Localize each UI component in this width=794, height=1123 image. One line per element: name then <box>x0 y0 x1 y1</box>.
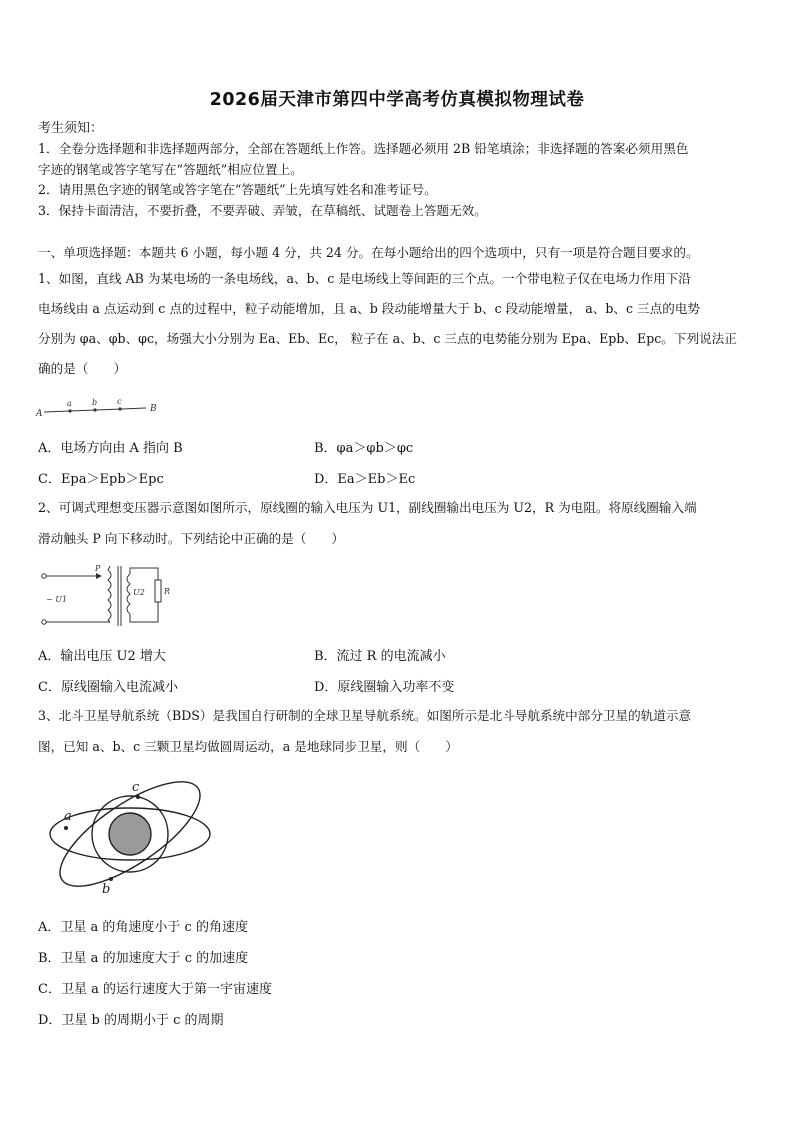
q2-transformer-figure <box>38 560 172 632</box>
q1-option-a[interactable]: A．电场方向由 A 指向 B <box>38 441 183 456</box>
label-U1: ~ U1 <box>46 595 68 604</box>
q2-option-a[interactable]: A．输出电压 U2 增大 <box>38 649 166 664</box>
q3-stem-line: 图，已知 a、b、c 三颗卫星均做圆周运动，a 是地球同步卫星，则（ ） <box>38 739 458 754</box>
section-heading: 一、单项选择题：本题共 6 小题，每小题 4 分，共 24 分。在每小题给出的四个选项中，只有一项是符合题目要求的。 <box>38 245 699 260</box>
notice-line: 1．全卷分选择题和非选择题两部分，全部在答题纸上作答。选择题必须用 2B 铅笔填涂；非选择题的答案必须用黑色 <box>38 141 689 156</box>
primary-coil <box>108 570 111 620</box>
point-a <box>68 409 71 412</box>
label-c: c <box>132 780 140 795</box>
notice-line: 2．请用黑色字迹的钢笔或答字笔在“答题纸”上先填写姓名和准考证号。 <box>38 182 437 197</box>
q2-stem-line: 2、可调式理想变压器示意图如图所示，原线圈的输入电压为 U1，副线圈输出电压为 U2，R 为电阻。将原线圈输入端 <box>38 500 697 515</box>
q1-stem-line: 1、如图，直线 AB 为某电场的一条电场线，a、b、c 是电场线上等间距的三个点。一个带电粒子仅在电场力作用下沿 <box>38 271 691 286</box>
secondary-coil <box>127 574 130 614</box>
q3-option-b[interactable]: B．卫星 a 的加速度大于 c 的加速度 <box>38 951 249 966</box>
label-B: B <box>150 404 157 414</box>
q1-stem-line: 分别为 φa、φb、φc，场强大小分别为 Ea、Eb、Ec， 粒子在 a、b、c 三点的电势能分别为 Epa、Epb、Epc。下列说法正 <box>38 331 737 346</box>
notice-heading: 考生须知： <box>38 121 104 136</box>
wire <box>108 566 110 570</box>
q1-option-d[interactable]: D．Ea＞Eb＞Ec <box>314 472 416 487</box>
q3-orbit-figure <box>42 776 222 898</box>
label-b: b <box>92 398 98 407</box>
q3-option-a[interactable]: A．卫星 a 的角速度小于 c 的角速度 <box>38 920 248 935</box>
q3-option-d[interactable]: D．卫星 b 的周期小于 c 的周期 <box>38 1013 224 1028</box>
resistor <box>155 580 161 602</box>
label-c: c <box>117 397 122 406</box>
q1-field-line-figure <box>34 396 164 420</box>
notice-line: 字迹的钢笔或答字笔写在“答题纸”相应位置上。 <box>38 162 303 177</box>
input-terminal-top <box>42 574 46 578</box>
satellite-b <box>109 877 113 881</box>
point-b <box>93 408 96 411</box>
q2-stem-line: 滑动触头 P 向下移动时。下列结论中正确的是（ ） <box>38 531 345 546</box>
satellite-a <box>64 826 68 830</box>
q3-stem-line: 3、北斗卫星导航系统（BDS）是我国自行研制的全球卫星导航系统。如图所示是北斗导航系统中部分卫星的轨道示意 <box>38 708 692 723</box>
q1-stem-line: 电场线由 a 点运动到 c 点的过程中，粒子动能增加，且 a、b 段动能增量大于 b、c 段动能增量， a、b、c 三点的电势 <box>38 301 701 316</box>
label-A: A <box>36 409 43 419</box>
q2-option-d[interactable]: D．原线圈输入功率不变 <box>314 680 455 695</box>
label-P: P <box>95 564 101 573</box>
satellite-c <box>136 795 140 799</box>
slider-arrow <box>96 573 102 579</box>
q2-option-b[interactable]: B．流过 R 的电流减小 <box>314 649 446 664</box>
q1-option-b[interactable]: B．φa＞φb＞φc <box>314 441 414 456</box>
point-c <box>118 407 121 410</box>
label-a: a <box>64 809 72 824</box>
q1-stem-line: 确的是（ ） <box>38 361 127 376</box>
earth <box>109 813 151 855</box>
notice-line: 3．保持卡面清洁，不要折叠，不要弄破、弄皱，在草稿纸、试题卷上答题无效。 <box>38 203 487 218</box>
q3-option-c[interactable]: C．卫星 a 的运行速度大于第一宇宙速度 <box>38 982 272 997</box>
label-b: b <box>102 882 111 897</box>
label-R: R <box>164 587 171 596</box>
exam-title: 2026届天津市第四中学高考仿真模拟物理试卷 <box>209 90 585 110</box>
label-U2: U2 <box>133 588 145 597</box>
q1-option-c[interactable]: C．Epa＞Epb＞Epc <box>38 472 164 487</box>
input-terminal-bottom <box>42 620 46 624</box>
label-a: a <box>67 399 72 408</box>
q2-option-c[interactable]: C．原线圈输入电流减小 <box>38 680 178 695</box>
wire <box>130 568 158 580</box>
wire <box>130 602 158 622</box>
